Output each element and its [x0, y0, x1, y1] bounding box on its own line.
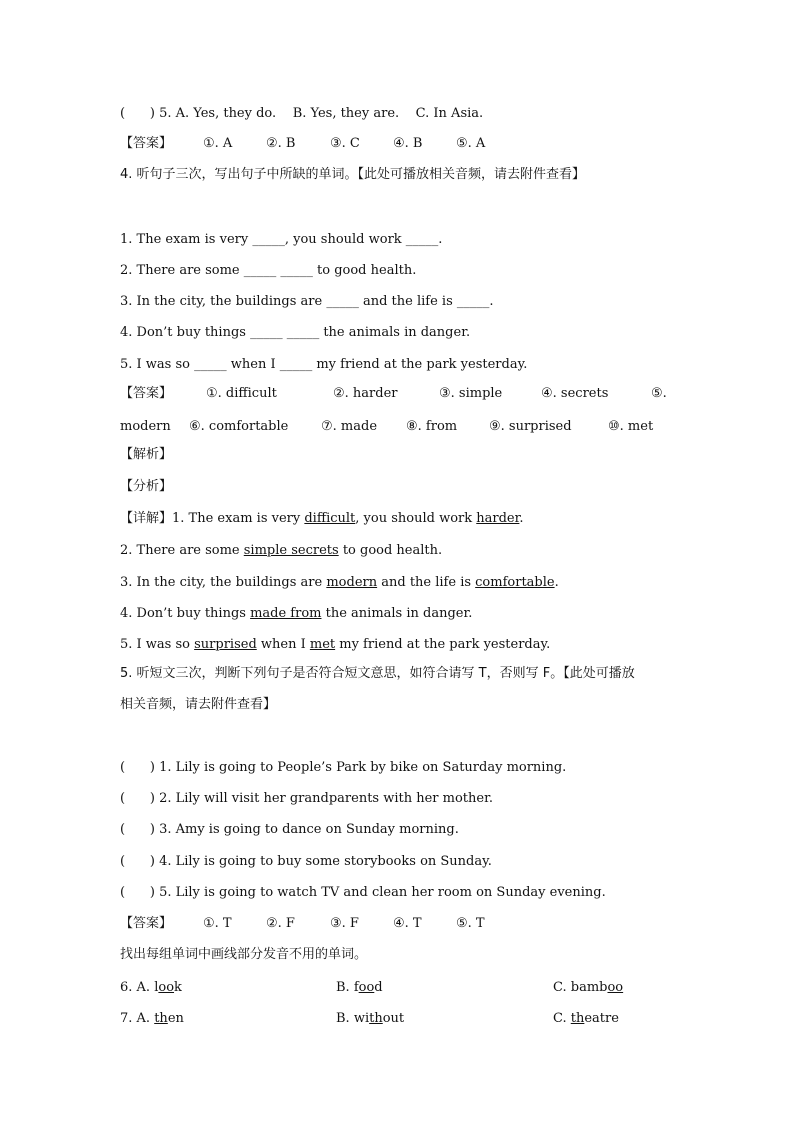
underlined-word: simple secrets	[243, 543, 339, 558]
q5-item-2: ( ) 2. Lily will visit her grandparents with her mother.	[120, 791, 494, 806]
q5-title-line-2: 相关音频，请去附件查看】	[120, 697, 277, 712]
q3-answer-4: ④. B	[393, 136, 423, 151]
q5-answer-3: ③. F	[330, 916, 359, 931]
q5-item-5: ( ) 5. Lily is going to watch TV and clean her room on Sunday evening.	[120, 885, 606, 900]
q4-answer-3: ③. simple	[439, 386, 503, 401]
detail-sentence-1: 【详解】1. The exam is very difficult, you should work harder.	[120, 511, 524, 526]
q4-answer-7: ⑦. made	[321, 419, 378, 434]
q5-item-3: ( ) 3. Amy is going to dance on Sunday morning.	[120, 822, 459, 837]
q5-item-1: ( ) 1. Lily is going to People’s Park by bike on Saturday morning.	[120, 760, 567, 775]
q5-answer-5: ⑤. T	[456, 916, 485, 931]
answer-label: 【答案】	[120, 916, 173, 931]
underlined-word: comfortable	[475, 575, 555, 590]
q6-option-c: C. bamboo	[553, 980, 624, 995]
jiexi-label: 【解析】	[120, 447, 173, 462]
q4-answer-4: ④. secrets	[541, 386, 609, 401]
q6-title: 找出每组单词中画线部分发音不用的单词。	[120, 947, 368, 962]
q4-sentence-5: 5. I was so _____ when I _____ my friend at the park yesterday.	[120, 357, 528, 372]
underlined-word: met	[309, 637, 336, 652]
q5-answer-2: ②. F	[266, 916, 295, 931]
q3-answer-2: ②. B	[266, 136, 296, 151]
q5-item-4: ( ) 4. Lily is going to buy some storybooks on Sunday.	[120, 854, 492, 869]
answer-label: 【答案】	[120, 136, 173, 151]
q7-option-a: 7. A. then	[120, 1011, 184, 1026]
xiangjie-label: 【详解】	[120, 511, 173, 526]
q3-answer-1: ①. A	[203, 136, 233, 151]
q4-answer-6: ⑥. comfortable	[189, 419, 289, 434]
detail-sentence-5: 5. I was so surprised when I met my friend at the park yesterday.	[120, 637, 551, 652]
q7-option-b: B. without	[336, 1011, 405, 1026]
q5-answer-1: ①. T	[203, 916, 232, 931]
underlined-word: surprised	[194, 637, 257, 652]
underlined-word: made from	[250, 606, 322, 621]
q3-item-5: ( ) 5. A. Yes, they do. B. Yes, they are. C. In Asia.	[120, 106, 484, 121]
q5-answer-4: ④. T	[393, 916, 422, 931]
q4-answer-5: ⑤.	[651, 386, 667, 401]
q6-option-a: 6. A. look	[120, 980, 182, 995]
q4-sentence-4: 4. Don’t buy things _____ _____ the animals in danger.	[120, 325, 471, 340]
q4-answer-8: ⑧. from	[406, 419, 458, 434]
q4-sentence-2: 2. There are some _____ _____ to good health.	[120, 263, 417, 278]
q4-answer-5-word: modern	[120, 419, 171, 434]
q4-answer-1: ①. difficult	[206, 386, 277, 401]
underlined-word: harder	[476, 511, 520, 526]
q4-answer-10: ⑩. met	[608, 419, 654, 434]
q3-answer-3: ③. C	[330, 136, 360, 151]
q4-title: 4. 听句子三次，写出句子中所缺的单词。【此处可播放相关音频，请去附件查看】	[120, 167, 586, 182]
q4-sentence-3: 3. In the city, the buildings are _____ and the life is _____.	[120, 294, 494, 309]
q7-option-c: C. theatre	[553, 1011, 619, 1026]
fenxi-label: 【分析】	[120, 479, 173, 494]
q3-answer-5: ⑤. A	[456, 136, 486, 151]
q4-answer-2: ②. harder	[333, 386, 398, 401]
underlined-word: modern	[326, 575, 378, 590]
underlined-word: difficult	[304, 511, 356, 526]
detail-sentence-3: 3. In the city, the buildings are modern and the life is comfortable.	[120, 575, 559, 590]
detail-sentence-2: 2. There are some simple secrets to good health.	[120, 543, 443, 558]
q6-option-b: B. food	[336, 980, 383, 995]
detail-sentence-4: 4. Don’t buy things made from the animals in danger.	[120, 606, 473, 621]
q4-answer-9: ⑨. surprised	[489, 419, 572, 434]
q4-sentence-1: 1. The exam is very _____, you should work _____.	[120, 232, 443, 247]
q5-title-line-1: 5. 听短文三次，判断下列句子是否符合短文意思，如符合请写 T，否则写 F。【此处可播放	[120, 666, 635, 681]
answer-label: 【答案】	[120, 386, 173, 401]
